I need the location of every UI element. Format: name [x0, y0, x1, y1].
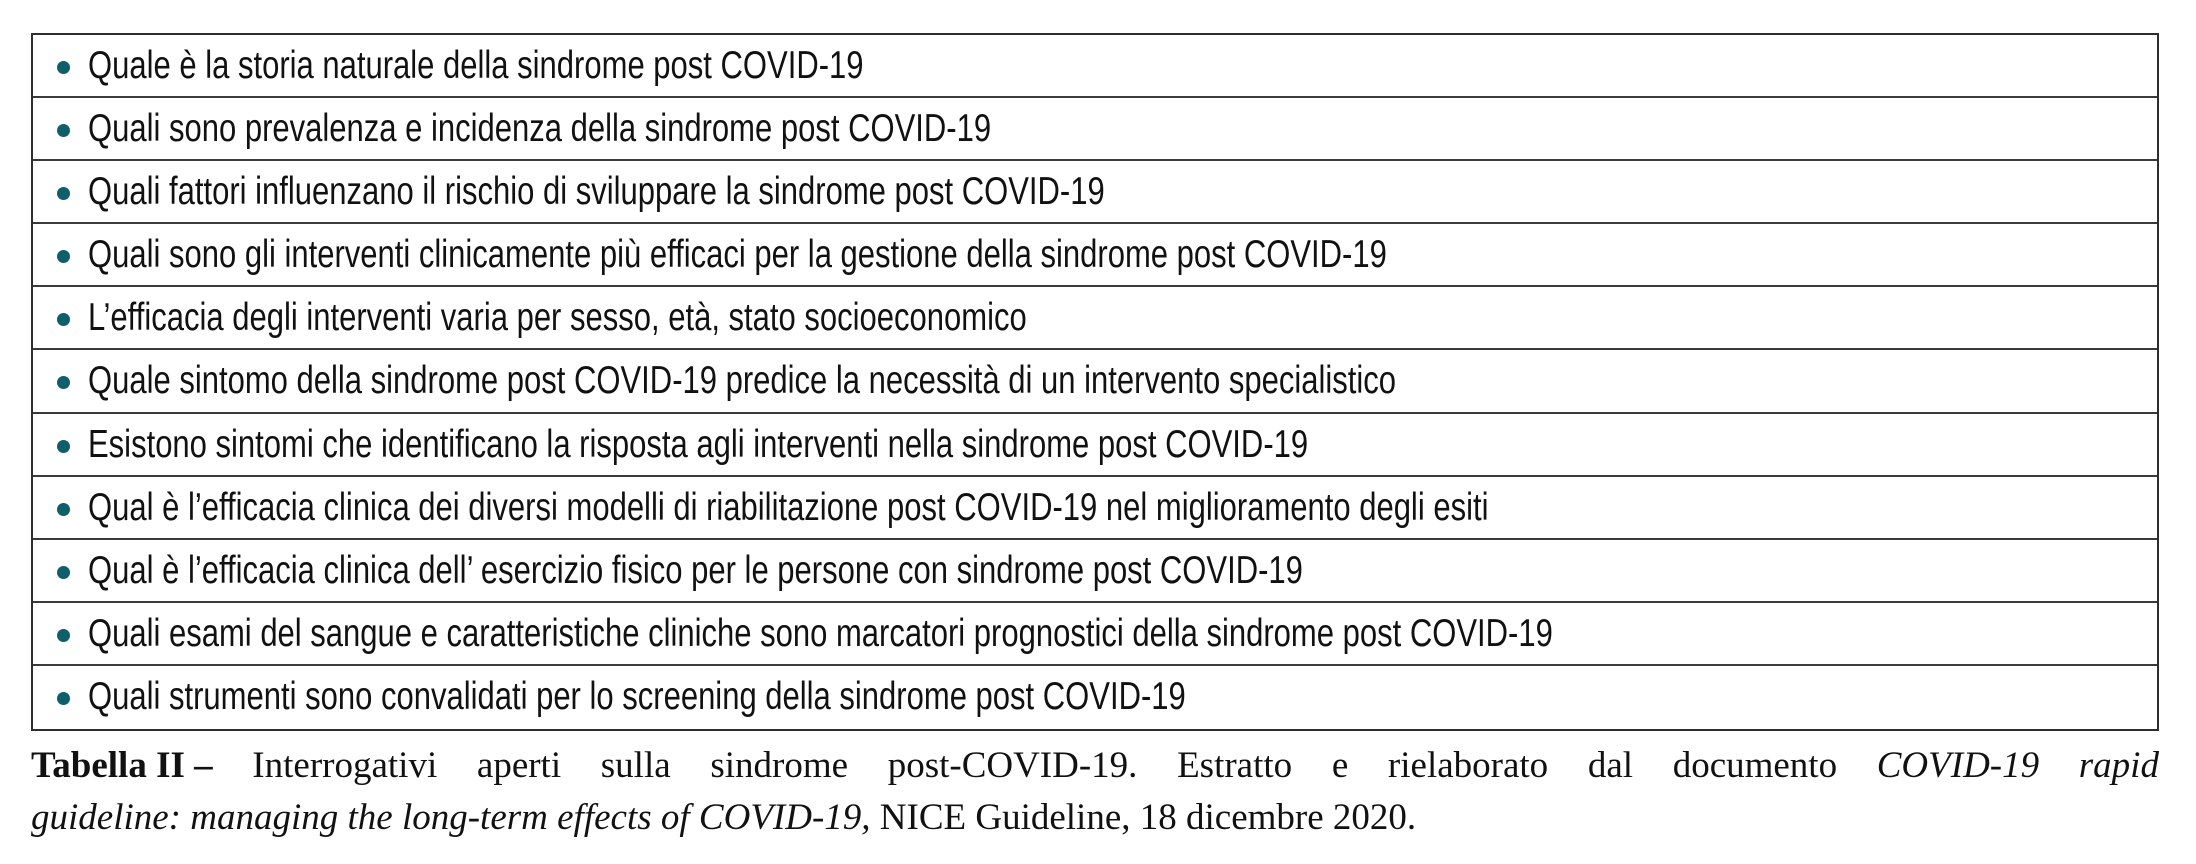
row-text: Quali fattori influenzano il rischio di sviluppare la sindrome post COVID-19 — [88, 170, 1105, 214]
caption-word: dal — [1587, 745, 1634, 786]
caption-source-title: guideline: managing the long-term effects of COVID-19, — [31, 797, 871, 838]
bullet-icon — [57, 124, 70, 137]
bullet-icon — [57, 503, 70, 516]
questions-table — [31, 33, 2159, 731]
bullet-icon — [57, 250, 70, 263]
caption-word: Estratto — [1177, 745, 1293, 786]
table-row — [33, 161, 2157, 224]
row-text: Quali sono gli interventi clinicamente più efficaci per la gestione della sindrome post COVID-19 — [88, 233, 1387, 277]
caption-word: rielaborato — [1387, 745, 1549, 786]
caption-word: Interrogativi — [252, 745, 438, 786]
caption-word: aperti — [476, 745, 562, 786]
row-text: Quali strumenti sono convalidati per lo screening della sindrome post COVID-19 — [88, 674, 1186, 718]
row-text: Qual è l’efficacia clinica dell’ esercizio fisico per le persone con sindrome post COVID-19 — [88, 548, 1303, 592]
row-text: Quale è la storia naturale della sindrome post COVID-19 — [88, 44, 864, 87]
row-text: Quali esami del sangue e caratteristiche cliniche sono marcatori prognostici della sindrome post COVID-19 — [88, 611, 1553, 655]
caption-label: Tabella II – — [31, 745, 213, 786]
caption-word-italic: rapid — [2078, 745, 2159, 786]
table-row — [33, 603, 2157, 666]
bullet-icon — [57, 566, 70, 579]
caption-line-1 — [31, 740, 2159, 792]
table-row — [33, 414, 2157, 477]
bullet-icon — [57, 61, 70, 74]
row-text: Qual è l’efficacia clinica dei diversi modelli di riabilitazione post COVID-19 nel miglioramento degli esiti — [88, 485, 1489, 529]
bullet-icon — [57, 629, 70, 642]
table-row — [33, 98, 2157, 161]
bullet-icon — [57, 376, 70, 389]
bullet-icon — [57, 313, 70, 326]
caption-word: e — [1331, 745, 1349, 786]
row-text: L’efficacia degli interventi varia per sesso, età, stato socioeconomico — [88, 296, 1027, 340]
table-caption — [31, 740, 2159, 844]
bullet-icon — [57, 440, 70, 453]
caption-word: post-COVID-19. — [887, 745, 1138, 786]
table-row — [33, 540, 2157, 603]
row-text: Quale sintomo della sindrome post COVID-19 predice la necessità di un intervento specialistico — [88, 359, 1397, 403]
row-text: Quali sono prevalenza e incidenza della sindrome post COVID-19 — [88, 107, 992, 151]
caption-word: sindrome — [710, 745, 849, 786]
caption-word: sulla — [600, 745, 671, 786]
table-row — [33, 224, 2157, 287]
bullet-icon — [57, 692, 70, 705]
table-row — [33, 666, 2157, 729]
table-row — [33, 287, 2157, 350]
table-row — [33, 477, 2157, 540]
caption-word-italic: COVID-19 — [1876, 745, 2040, 786]
row-text: Esistono sintomi che identificano la risposta agli interventi nella sindrome post COVID-19 — [88, 422, 1309, 466]
caption-source-details: NICE Guideline, 18 dicembre 2020. — [870, 797, 1417, 838]
caption-word: documento — [1672, 745, 1838, 786]
caption-line-2 — [31, 792, 2159, 844]
table-row — [33, 350, 2157, 413]
table-row — [33, 35, 2157, 98]
bullet-icon — [57, 187, 70, 200]
